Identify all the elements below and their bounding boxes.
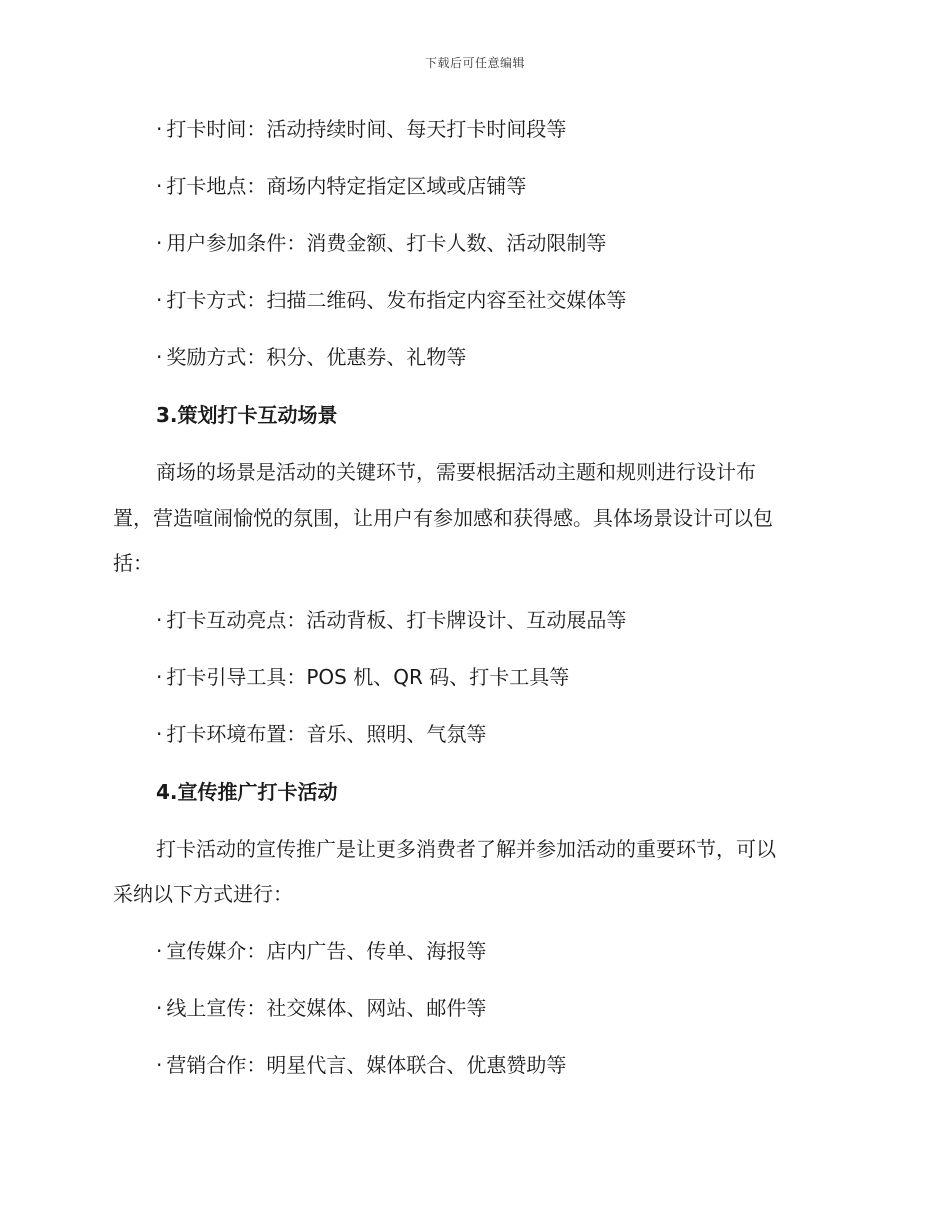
bullet-icon: · <box>156 939 163 963</box>
bullet-icon: · <box>156 231 163 255</box>
list-item <box>156 607 626 633</box>
list-item-text: 营销合作：明星代言、媒体联合、优惠赞助等 <box>166 1053 567 1077</box>
list-item <box>156 230 606 256</box>
paragraph-line: 打卡活动的宣传推广是让更多消费者了解并参加活动的重要环节，可以 <box>156 837 776 861</box>
bullet-icon: · <box>156 117 163 141</box>
list-item-text: 打卡引导工具：POS 机、QR 码、打卡工具等 <box>166 665 570 689</box>
paragraph-line: 采纳以下方式进行： <box>113 882 293 906</box>
list-item-text: 打卡互动亮点：活动背板、打卡牌设计、互动展品等 <box>166 608 627 632</box>
bullet-icon: · <box>156 1053 163 1077</box>
section-heading: 3.策划打卡互动场景 <box>156 403 338 427</box>
list-item <box>156 664 569 690</box>
list-item <box>156 344 466 370</box>
list-item <box>156 1052 566 1078</box>
list-item-text: 线上宣传：社交媒体、网站、邮件等 <box>166 996 487 1020</box>
paragraph-line: 商场的场景是活动的关键环节，需要根据活动主题和规则进行设计布 <box>156 460 756 484</box>
list-item-text: 打卡环境布置：音乐、照明、气氛等 <box>166 722 487 746</box>
list-item <box>156 116 566 142</box>
bullet-icon: · <box>156 665 163 689</box>
list-item-text: 宣传媒介：店内广告、传单、海报等 <box>166 939 487 963</box>
bullet-icon: · <box>156 345 163 369</box>
list-item-text: 奖励方式：积分、优惠券、礼物等 <box>166 345 467 369</box>
list-item <box>156 721 486 747</box>
bullet-icon: · <box>156 174 163 198</box>
list-item <box>156 995 486 1021</box>
list-item <box>156 938 486 964</box>
page-header: 下载后可任意编辑 <box>424 56 525 70</box>
bullet-icon: · <box>156 288 163 312</box>
bullet-icon: · <box>156 608 163 632</box>
list-item <box>156 173 526 199</box>
list-item <box>156 287 626 313</box>
paragraph-line: 置，营造喧闹愉悦的氛围，让用户有参加感和获得感。具体场景设计可以包 <box>113 506 773 530</box>
bullet-icon: · <box>156 722 163 746</box>
list-item-text: 打卡时间：活动持续时间、每天打卡时间段等 <box>166 117 567 141</box>
list-item-text: 打卡地点：商场内特定指定区域或店铺等 <box>166 174 527 198</box>
section-heading: 4.宣传推广打卡活动 <box>156 780 338 804</box>
list-item-text: 打卡方式：扫描二维码、发布指定内容至社交媒体等 <box>166 288 627 312</box>
list-item-text: 用户参加条件：消费金额、打卡人数、活动限制等 <box>166 231 607 255</box>
paragraph-line: 括： <box>113 551 153 575</box>
bullet-icon: · <box>156 996 163 1020</box>
